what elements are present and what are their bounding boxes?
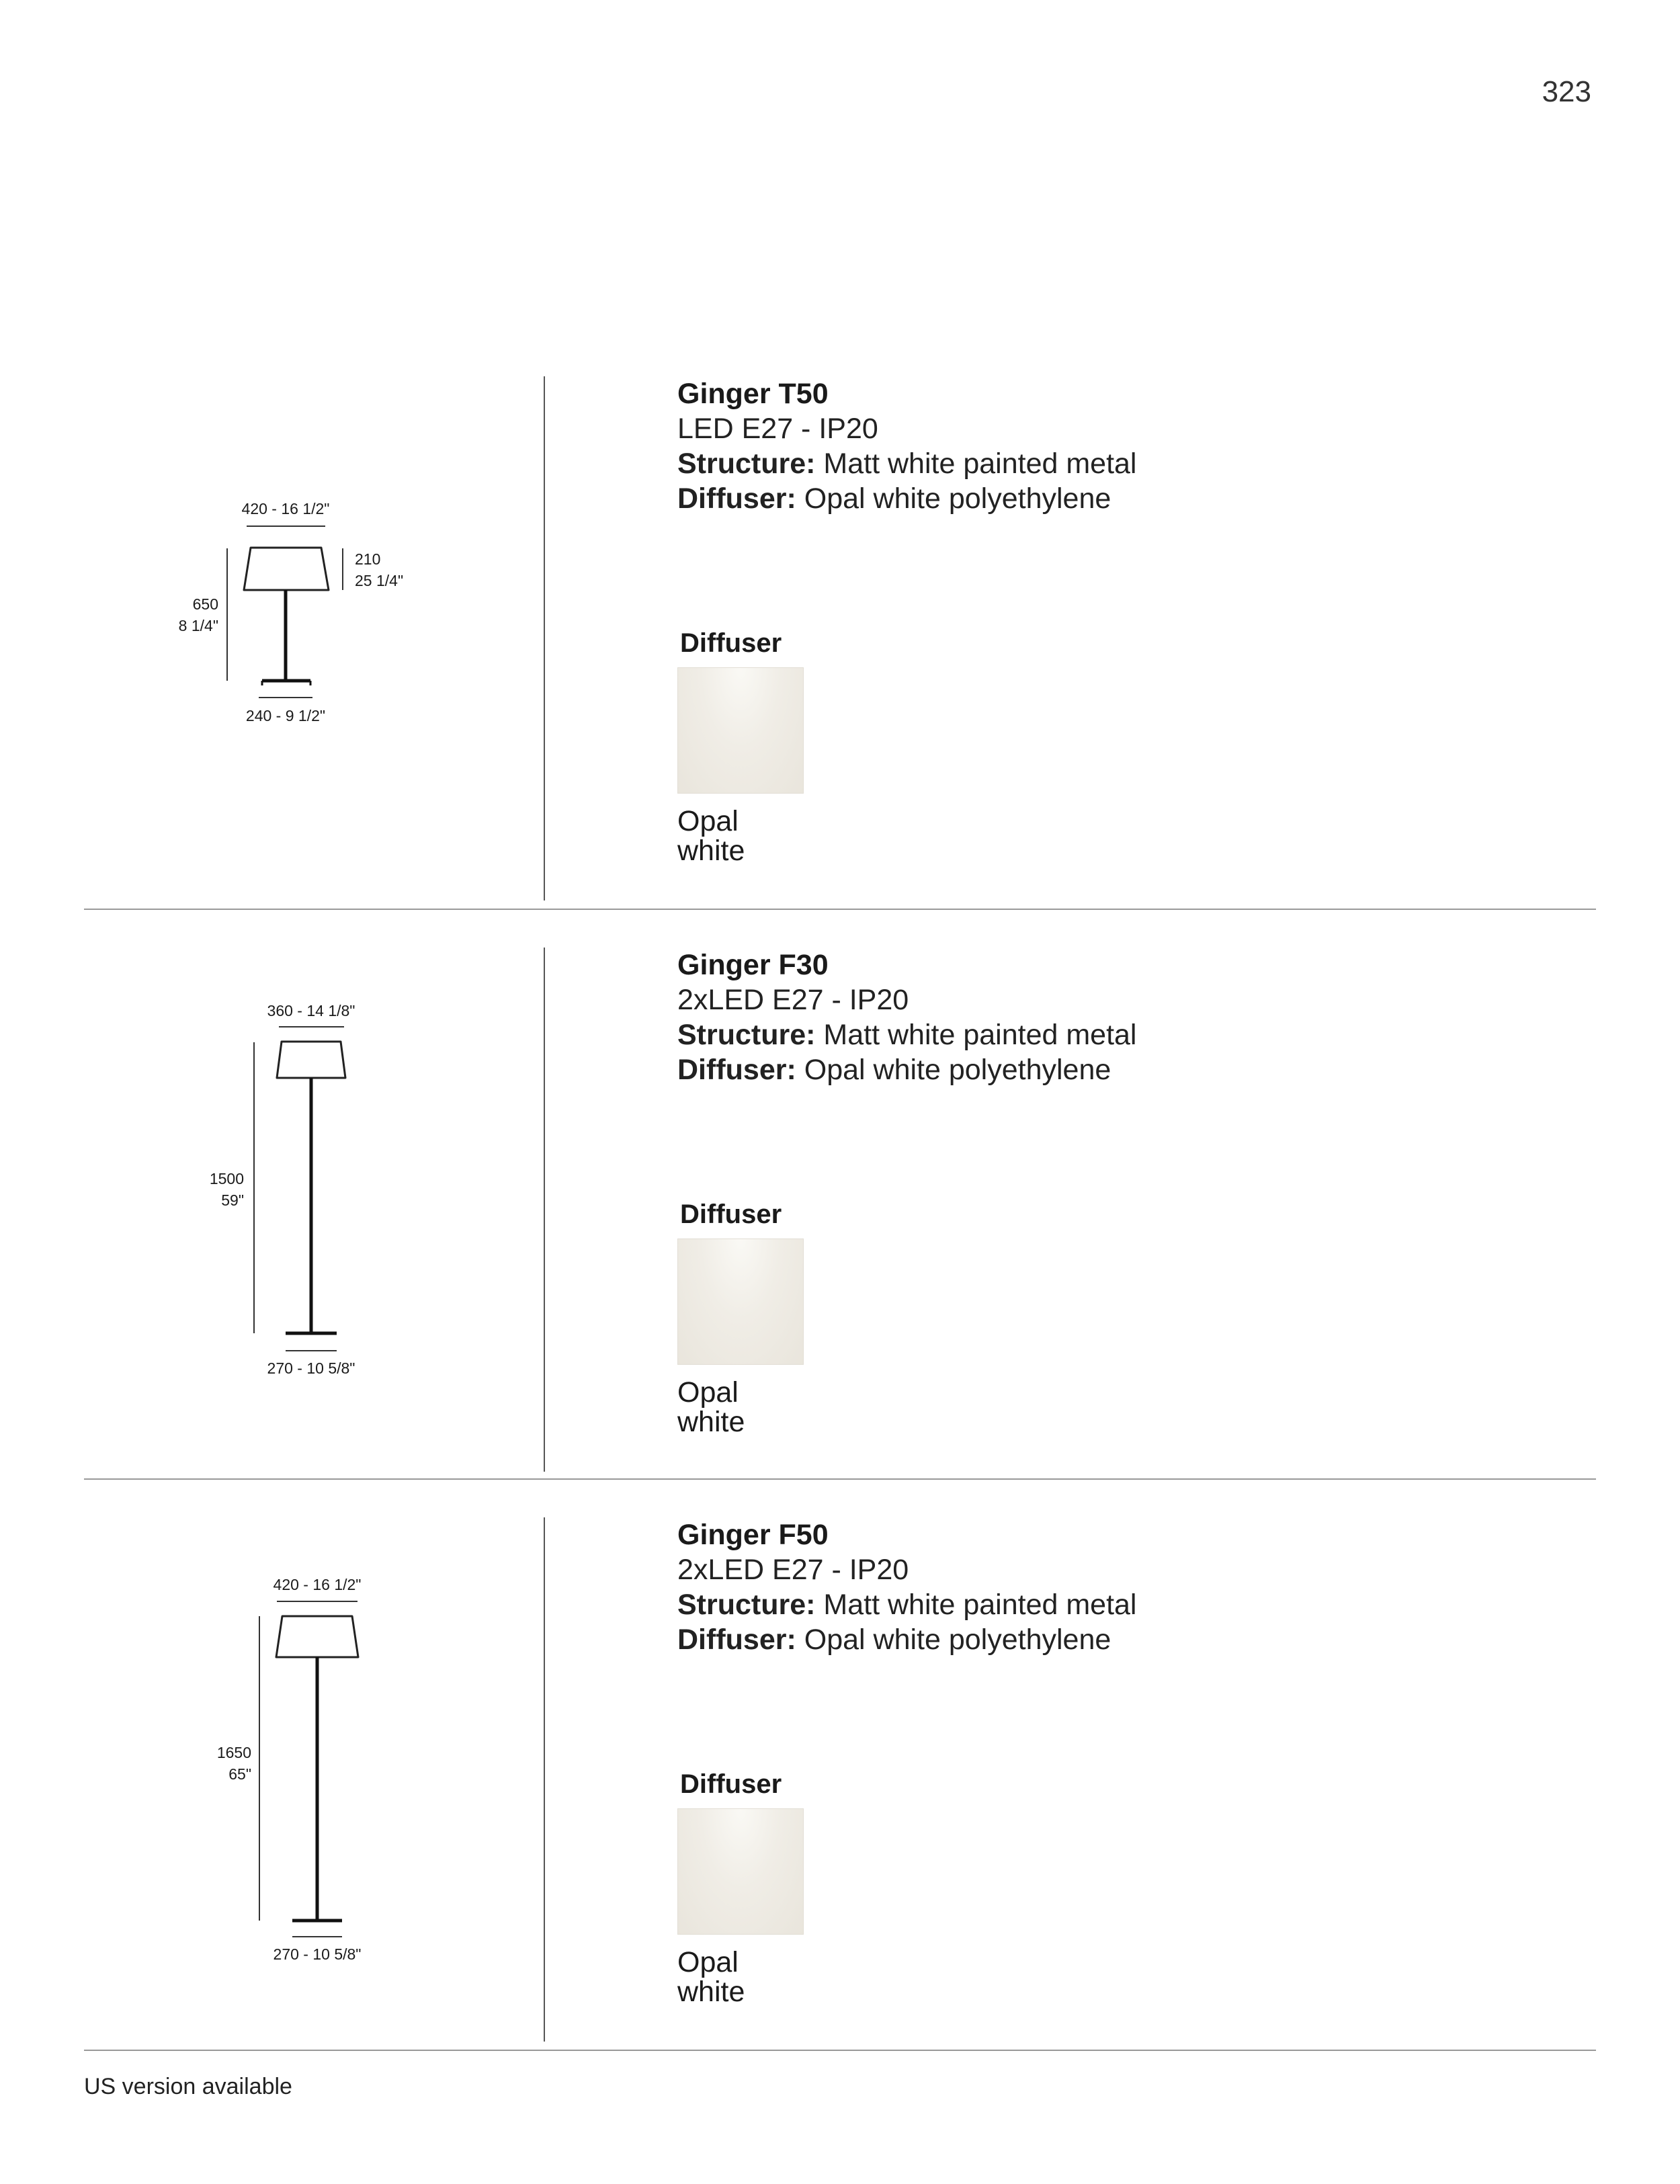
structure-label: Structure:	[677, 1589, 816, 1621]
height-inch-label: 59"	[221, 1191, 244, 1209]
product-name: Ginger F50	[677, 1519, 829, 1551]
floor-lamp-drawing	[81, 948, 538, 1472]
diffuser-heading: Diffuser	[680, 628, 782, 658]
opal-white-swatch	[677, 1238, 804, 1365]
diffuser-heading: Diffuser	[680, 1769, 782, 1799]
swatch-label-line1: Opal	[677, 805, 739, 837]
product-ginger-f30	[0, 948, 1680, 1472]
height-label: 1500	[209, 1170, 244, 1187]
swatch-label-line2: white	[677, 1406, 745, 1438]
diffuser-label: Diffuser:	[677, 1054, 796, 1086]
horizontal-divider	[84, 2050, 1596, 2051]
product-info	[677, 376, 1551, 867]
structure-spec	[677, 1017, 1551, 1052]
opal-white-swatch	[677, 667, 804, 794]
diffuser-value: Opal white polyethylene	[796, 482, 1111, 515]
footer-note: US version available	[84, 2074, 292, 2099]
diffuser-heading: Diffuser	[680, 1200, 782, 1229]
diffuser-label: Diffuser:	[677, 482, 796, 515]
light-source: 2xLED E27 - IP20	[677, 984, 909, 1016]
width-dimension-label: 420 - 16 1/2"	[241, 500, 330, 517]
structure-spec	[677, 446, 1551, 481]
width-dimension-label: 360 - 14 1/8"	[267, 1002, 355, 1019]
structure-label: Structure:	[677, 448, 816, 480]
shade-height-label: 210	[355, 550, 381, 568]
horizontal-divider	[84, 1478, 1596, 1480]
structure-value: Matt white painted metal	[815, 1019, 1137, 1051]
swatch-label	[677, 806, 812, 866]
swatch-label-line1: Opal	[677, 1376, 739, 1409]
dimension-drawing	[81, 1517, 538, 2042]
diffuser-spec	[677, 1622, 1551, 1657]
diffuser-label: Diffuser:	[677, 1624, 796, 1656]
light-source: 2xLED E27 - IP20	[677, 1554, 909, 1586]
product-name: Ginger T50	[677, 378, 829, 410]
height-inch-label: 8 1/4"	[178, 617, 218, 634]
base-dimension-label: 270 - 10 5/8"	[267, 1359, 355, 1377]
base-dimension-label: 270 - 10 5/8"	[273, 1945, 362, 1963]
swatch-label	[677, 1378, 812, 1437]
product-ginger-f50	[0, 1517, 1680, 2042]
shade-height-inch-label: 25 1/4"	[355, 572, 404, 589]
height-inch-label: 65"	[228, 1765, 251, 1783]
swatch-label	[677, 1947, 812, 2007]
page-number: 323	[1542, 75, 1591, 108]
opal-white-swatch	[677, 1808, 804, 1935]
swatch-label-line2: white	[677, 1976, 745, 2008]
floor-lamp-drawing	[81, 1517, 538, 2042]
width-dimension-label: 420 - 16 1/2"	[273, 1576, 362, 1593]
horizontal-divider	[84, 909, 1596, 910]
swatch-label-line2: white	[677, 835, 745, 867]
structure-spec	[677, 1587, 1551, 1622]
product-name: Ginger F30	[677, 949, 829, 981]
diffuser-value: Opal white polyethylene	[796, 1054, 1111, 1086]
structure-value: Matt white painted metal	[815, 1589, 1137, 1621]
product-ginger-t50	[0, 376, 1680, 900]
diffuser-value: Opal white polyethylene	[796, 1624, 1111, 1656]
product-info	[677, 1517, 1551, 2008]
diffuser-spec	[677, 1052, 1551, 1087]
base-dimension-label: 240 - 9 1/2"	[245, 707, 326, 724]
light-source: LED E27 - IP20	[677, 413, 878, 445]
vertical-divider	[544, 376, 545, 900]
vertical-divider	[544, 948, 545, 1472]
height-label: 650	[192, 595, 218, 613]
swatch-label-line1: Opal	[677, 1946, 739, 1978]
height-label: 1650	[216, 1744, 251, 1761]
table-lamp-drawing	[81, 376, 538, 900]
dimension-drawing	[81, 948, 538, 1472]
vertical-divider	[544, 1517, 545, 2042]
structure-value: Matt white painted metal	[815, 448, 1137, 480]
structure-label: Structure:	[677, 1019, 816, 1051]
product-info	[677, 948, 1551, 1438]
diffuser-spec	[677, 481, 1551, 516]
dimension-drawing	[81, 376, 538, 900]
